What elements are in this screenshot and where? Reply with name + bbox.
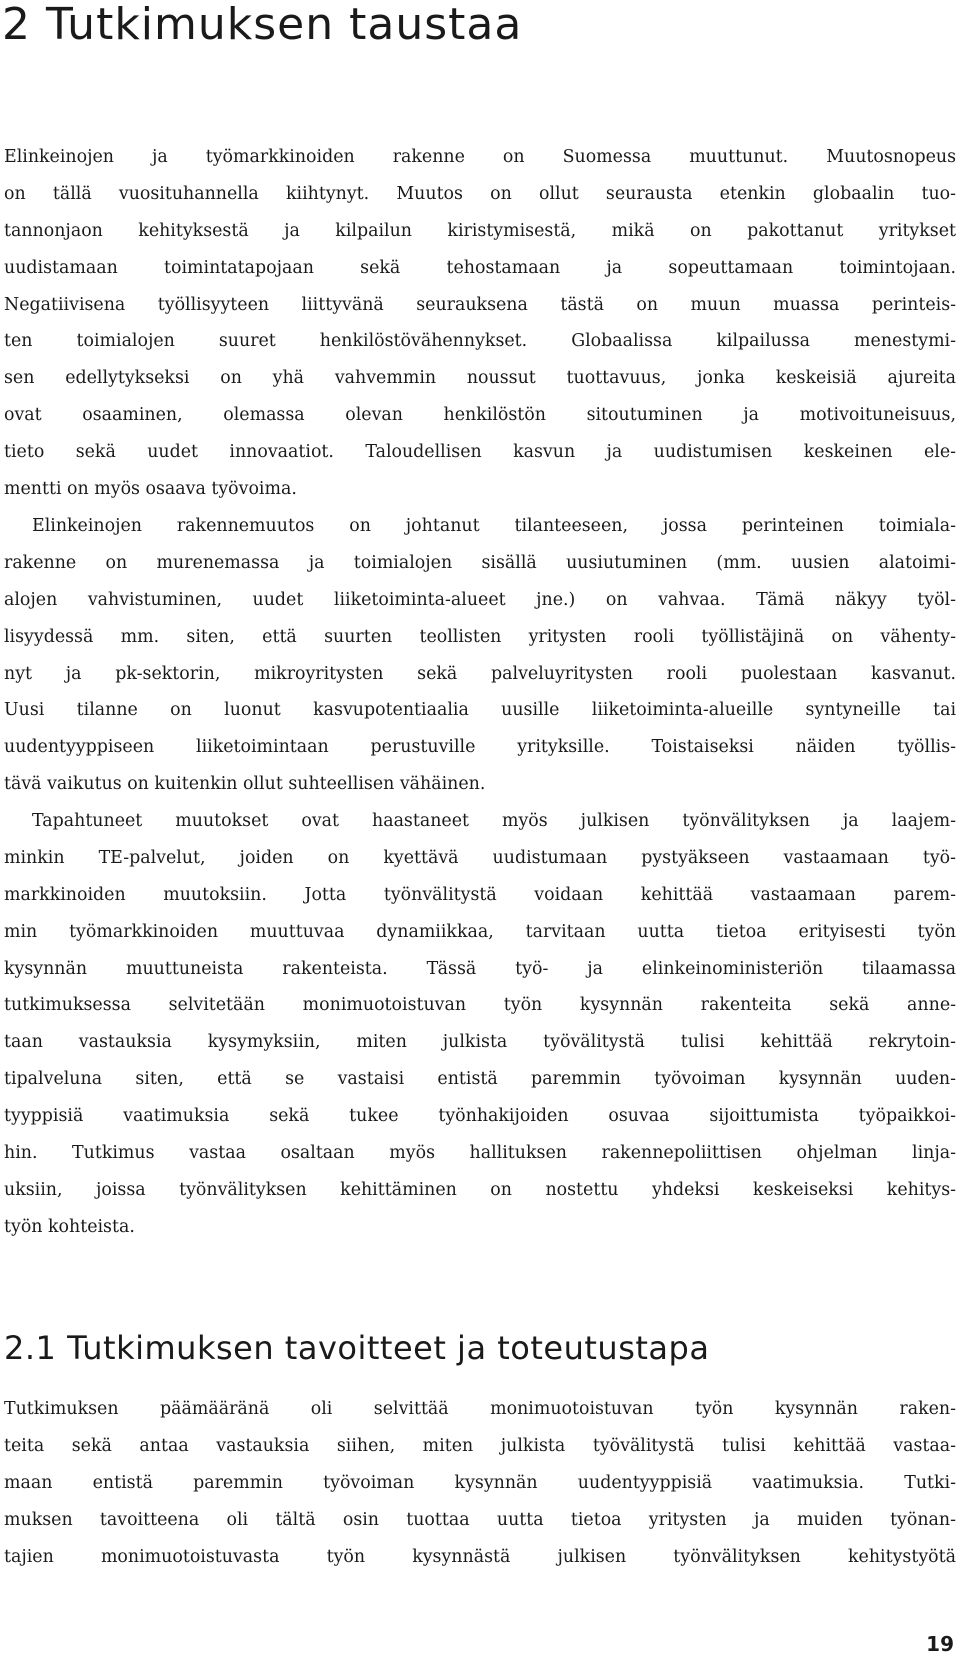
text-line: työn kohteista. bbox=[4, 1216, 135, 1237]
text-line: nyt ja pk-sektorin, mikroyritysten sekä palveluyritysten rooli puolestaan kasvanut. bbox=[4, 663, 956, 684]
text-line: tajien monimuotoistuvasta työn kysynnästä julkisen työnvälityksen kehitystyötä bbox=[4, 1546, 956, 1567]
text-line: tutkimuksessa selvitetään monimuotoistuvan työn kysynnän rakenteita sekä anne- bbox=[4, 995, 956, 1016]
text-line: uudentyyppiseen liiketoimintaan perustuville yrityksille. Toistaiseksi näiden työllis- bbox=[4, 737, 956, 758]
text-line: Elinkeinojen rakennemuutos on johtanut tilanteeseen, jossa perinteinen toimiala- bbox=[32, 516, 956, 536]
chapter-heading: 2 Tutkimuksen taustaa bbox=[2, 0, 523, 50]
text-line: taan vastauksia kysymyksiin, miten julkista työvälitystä tulisi kehittää rekrytoin- bbox=[4, 1032, 956, 1053]
text-line: ten toimialojen suuret henkilöstövähennykset. Globaalissa kilpailussa menestymi- bbox=[4, 331, 956, 352]
text-line: tävä vaikutus on kuitenkin ollut suhteellisen vähäinen. bbox=[4, 774, 486, 795]
text-line: tipalveluna siten, että se vastaisi entistä paremmin työvoiman kysynnän uuden- bbox=[4, 1069, 956, 1090]
text-line: maan entistä paremmin työvoiman kysynnän uudentyyppisiä vaatimuksia. Tutki- bbox=[4, 1472, 956, 1493]
text-line: uksiin, joissa työnvälityksen kehittäminen on nostettu yhdeksi keskeiseksi kehitys- bbox=[4, 1179, 956, 1200]
text-line: muksen tavoitteena oli tältä osin tuottaa uutta tietoa yritysten ja muiden työnan- bbox=[4, 1509, 956, 1530]
text-line: Elinkeinojen ja työmarkkinoiden rakenne on Suomessa muuttunut. Muutosnopeus bbox=[4, 147, 956, 167]
text-line: sen edellytykseksi on yhä vahvemmin noussut tuottavuus, jonka keskeisiä ajureita bbox=[4, 368, 956, 389]
text-line: tannonjaon kehityksestä ja kilpailun kiristymisestä, mikä on pakottanut yritykset bbox=[4, 220, 956, 241]
text-line: ovat osaaminen, olemassa olevan henkilöstön sitoutuminen ja motivoituneisuus, bbox=[4, 405, 956, 426]
text-line: min työmarkkinoiden muuttuvaa dynamiikkaa, tarvitaan uutta tietoa erityisesti työn bbox=[4, 921, 956, 942]
text-line: tyyppisiä vaatimuksia sekä tukee työnhakijoiden osuvaa sijoittumista työpaikkoi- bbox=[4, 1106, 956, 1127]
text-line: minkin TE-palvelut, joiden on kyettävä uudistumaan pystyäkseen vastaamaan työ- bbox=[4, 847, 956, 868]
text-line: alojen vahvistuminen, uudet liiketoiminta-alueet jne.) on vahvaa. Tämä näkyy työl- bbox=[4, 589, 956, 610]
text-line: Uusi tilanne on luonut kasvupotentiaalia uusille liiketoiminta-alueille syntyneille tai bbox=[4, 700, 956, 721]
text-line: markkinoiden muutoksiin. Jotta työnvälitystä voidaan kehittää vastaamaan parem- bbox=[4, 884, 956, 905]
text-line: mentti on myös osaava työvoima. bbox=[4, 479, 297, 500]
text-line: tieto sekä uudet innovaatiot. Taloudellisen kasvun ja uudistumisen keskeinen ele- bbox=[4, 442, 956, 463]
text-line: Tutkimuksen päämääränä oli selvittää monimuotoistuvan työn kysynnän raken- bbox=[4, 1399, 956, 1419]
text-line: on tällä vuosituhannella kiihtynyt. Muutos on ollut seurausta etenkin globaalin tuo- bbox=[4, 183, 956, 204]
text-line: Tapahtuneet muutokset ovat haastaneet myös julkisen työnvälityksen ja laajem- bbox=[32, 811, 956, 831]
paragraph-3 bbox=[4, 803, 956, 1246]
section-paragraph-1 bbox=[4, 1391, 956, 1575]
paragraph-1 bbox=[4, 139, 956, 508]
text-line: lisyydessä mm. siten, että suurten teollisten yritysten rooli työllistäjinä on vähenty- bbox=[4, 626, 956, 647]
text-line: uudistamaan toimintatapojaan sekä tehostamaan ja sopeuttamaan toimintojaan. bbox=[4, 257, 956, 278]
text-line: hin. Tutkimus vastaa osaltaan myös hallituksen rakennepoliittisen ohjelman linja- bbox=[4, 1143, 956, 1164]
text-line: kysynnän muuttuneista rakenteista. Tässä työ- ja elinkeinoministeriön tilaamassa bbox=[4, 958, 956, 979]
text-line: teita sekä antaa vastauksia siihen, miten julkista työvälitystä tulisi kehittää vastaa- bbox=[4, 1435, 956, 1456]
text-line: rakenne on murenemassa ja toimialojen sisällä uusiutuminen (mm. uusien alatoimi- bbox=[4, 552, 956, 573]
paragraph-2 bbox=[4, 508, 956, 803]
page-number: 19 bbox=[926, 1632, 954, 1656]
text-line: Negatiivisena työllisyyteen liittyvänä seurauksena tästä on muun muassa perinteis- bbox=[4, 294, 956, 315]
section-heading: 2.1 Tutkimuksen tavoitteet ja toteutustapa bbox=[4, 1329, 710, 1367]
